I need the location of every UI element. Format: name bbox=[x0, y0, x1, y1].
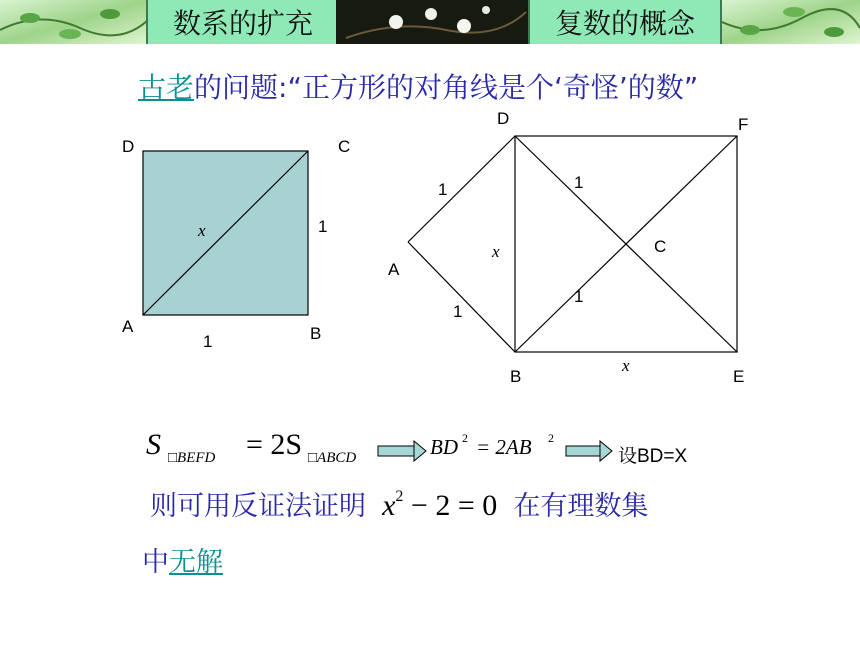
label-BD: x bbox=[492, 242, 500, 261]
heading-link[interactable]: 古老 bbox=[138, 71, 195, 104]
big-vertex-D: D bbox=[497, 109, 510, 128]
no-solution-link[interactable]: 无解 bbox=[169, 547, 223, 578]
square-vertex-A: A bbox=[122, 317, 134, 336]
label-AD: 1 bbox=[438, 180, 448, 199]
big-vertex-C: C bbox=[654, 237, 667, 256]
label-AB: 1 bbox=[453, 302, 463, 321]
square-vertex-C: C bbox=[338, 137, 351, 156]
label-DC: 1 bbox=[574, 173, 584, 192]
formula-sub-ABCD: □ABCD bbox=[308, 450, 357, 466]
label-BE: x bbox=[622, 356, 630, 375]
equation bbox=[375, 489, 505, 522]
formula-S1: S bbox=[146, 428, 161, 461]
big-vertex-A: A bbox=[388, 260, 400, 279]
label-BC: 1 bbox=[574, 287, 584, 306]
header-title-right: 复数的概念 bbox=[528, 0, 722, 44]
conclusion-prefix: 中 bbox=[142, 547, 169, 578]
formula-let: 设BD=X bbox=[618, 446, 688, 467]
square-diagonal-label: x bbox=[198, 221, 206, 240]
formula-eq2: = 2AB bbox=[476, 435, 532, 459]
proof-text: 则可用反证法证明 bbox=[150, 491, 366, 522]
square-figure bbox=[122, 137, 350, 351]
leaf-decoration-left bbox=[0, 0, 148, 44]
big-vertex-E: E bbox=[733, 367, 745, 386]
edge-AD bbox=[408, 136, 515, 242]
formula-AB-exp: 2 bbox=[548, 431, 554, 445]
flower-decoration-center bbox=[336, 0, 528, 44]
equation-exp: 2 bbox=[395, 488, 404, 505]
conclusion-line bbox=[142, 540, 223, 579]
header-banner bbox=[0, 0, 860, 44]
square-side-right-label: 1 bbox=[318, 217, 328, 236]
formula-BD-exp: 2 bbox=[462, 431, 468, 445]
formula-eq1: = 2S bbox=[246, 428, 303, 461]
equation-rest: − 2 = 0 bbox=[403, 489, 498, 522]
big-vertex-F: F bbox=[738, 115, 749, 134]
heading-text: 的问题:“正方形的对角线是个‘奇怪’的数” bbox=[194, 71, 699, 104]
big-vertex-B: B bbox=[510, 367, 522, 386]
square-BEFD-figure bbox=[388, 109, 748, 386]
geometry-figures bbox=[0, 100, 860, 400]
square-side-bottom-label: 1 bbox=[203, 332, 213, 351]
formula-sub-BEFD: □BEFD bbox=[168, 450, 216, 466]
equation-var: x bbox=[382, 489, 396, 522]
proof-suffix: 在有理数集 bbox=[513, 491, 649, 522]
leaf-decoration-right bbox=[722, 0, 860, 44]
arrow-right-icon-2 bbox=[566, 441, 612, 461]
arrow-right-icon bbox=[378, 441, 426, 461]
header-title-left: 数系的扩充 bbox=[146, 0, 340, 44]
square-vertex-B: B bbox=[310, 324, 322, 343]
square-vertex-D: D bbox=[122, 137, 135, 156]
area-formula bbox=[140, 424, 740, 470]
formula-BD: BD bbox=[430, 435, 458, 459]
proof-line bbox=[150, 484, 850, 523]
